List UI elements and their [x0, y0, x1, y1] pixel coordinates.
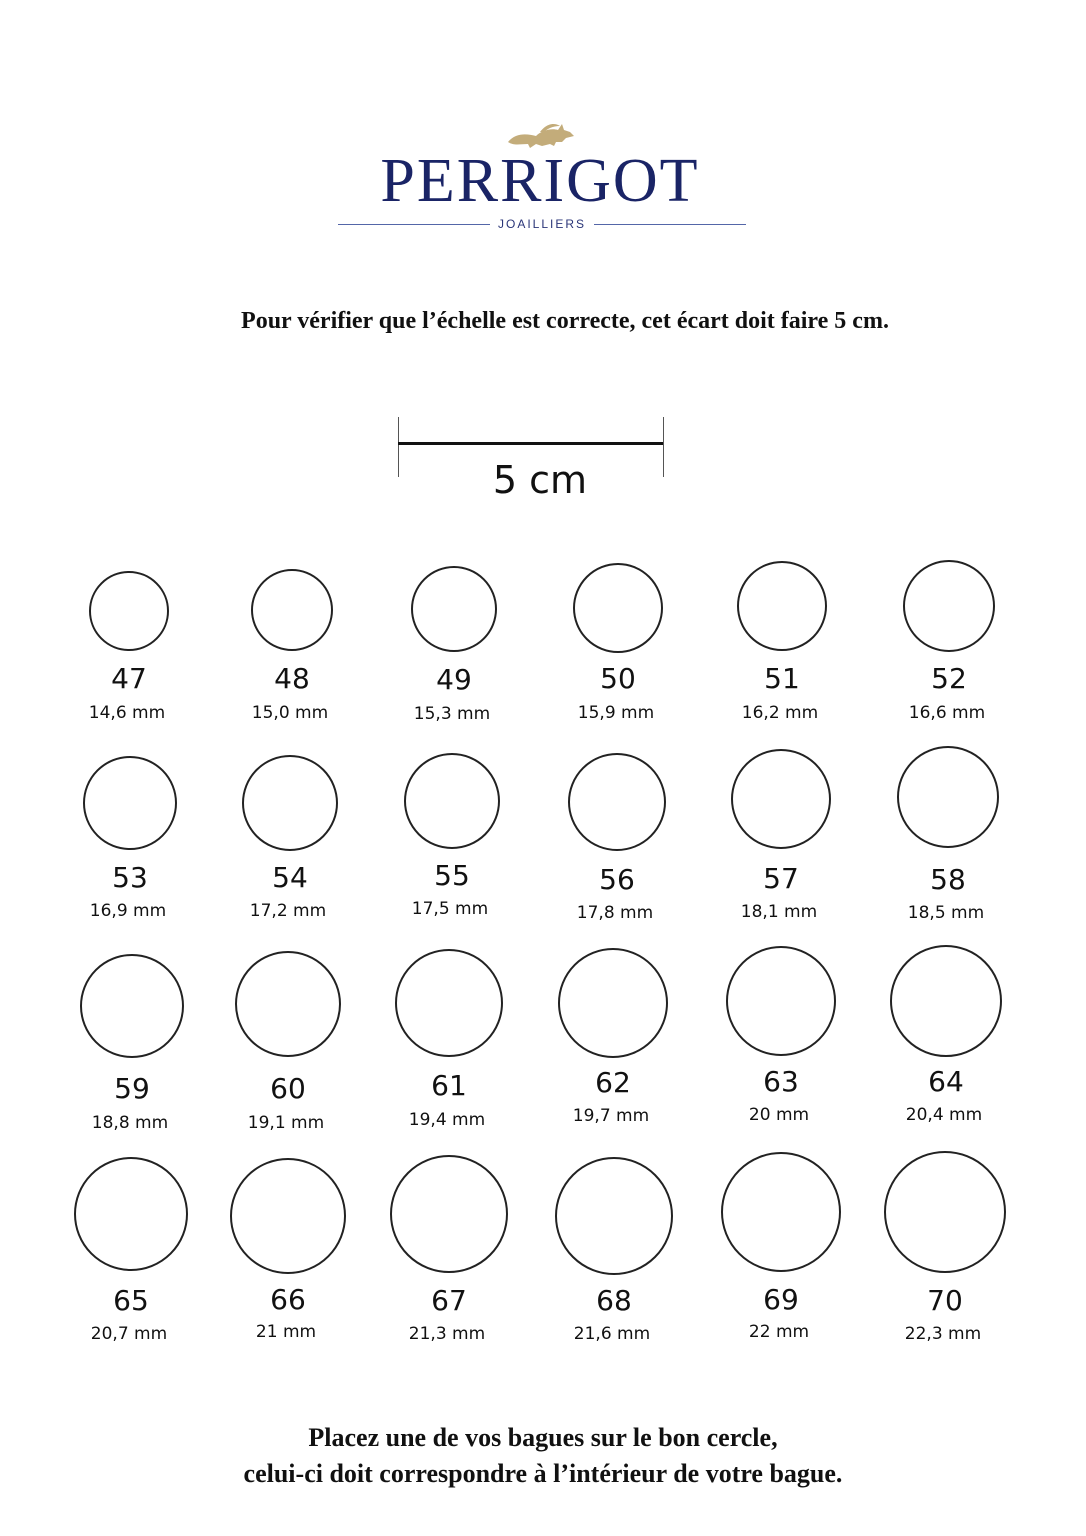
ring-circle-64	[890, 945, 1002, 1057]
scale-tick-left	[398, 417, 399, 477]
ring-circle-67	[390, 1155, 508, 1273]
ring-diameter-label: 22,3 mm	[904, 1324, 982, 1344]
ring-circle-68	[555, 1157, 673, 1275]
ring-diameter-label: 15,3 mm	[413, 704, 491, 724]
ring-size-number: 50	[600, 662, 636, 695]
scale-tick-right	[663, 417, 664, 477]
ring-diameter-label: 18,8 mm	[91, 1113, 169, 1133]
ring-diameter-label: 17,5 mm	[411, 899, 489, 919]
brand-logo	[330, 118, 750, 238]
ring-circle-51	[737, 561, 827, 651]
ring-circle-47	[89, 571, 169, 651]
ring-circle-62	[558, 948, 668, 1058]
ring-diameter-label: 16,9 mm	[89, 901, 167, 921]
ring-circle-48	[251, 569, 333, 651]
ring-size-number: 66	[270, 1283, 306, 1316]
scale-label: 5 cm	[492, 458, 588, 502]
scale-instruction: Pour vérifier que l’échelle est correcte, cet écart doit faire 5 cm.	[241, 308, 889, 334]
placement-instruction-line-1: Placez une de vos bagues sur le bon cercle,	[308, 1423, 778, 1452]
divider	[338, 224, 490, 225]
brand-subtitle: JOAILLIERS	[497, 217, 587, 231]
ring-diameter-label: 19,4 mm	[408, 1110, 486, 1130]
ring-circle-49	[411, 566, 497, 652]
ring-circle-65	[74, 1157, 188, 1271]
ring-size-number: 64	[928, 1065, 964, 1098]
ring-size-number: 58	[930, 863, 966, 896]
ring-size-number: 55	[434, 859, 470, 892]
ring-diameter-label: 21,3 mm	[408, 1324, 486, 1344]
ring-size-number: 51	[764, 662, 800, 695]
ring-diameter-label: 20,7 mm	[90, 1324, 168, 1344]
ring-diameter-label: 16,2 mm	[741, 703, 819, 723]
ring-size-number: 49	[436, 663, 472, 696]
ring-size-number: 60	[270, 1072, 306, 1105]
ring-size-number: 56	[599, 863, 635, 896]
ring-diameter-label: 18,1 mm	[740, 902, 818, 922]
ring-size-number: 69	[763, 1283, 799, 1316]
ring-size-number: 54	[272, 861, 308, 894]
ring-diameter-label: 15,9 mm	[577, 703, 655, 723]
divider	[594, 224, 746, 225]
ring-diameter-label: 14,6 mm	[88, 703, 166, 723]
ring-size-number: 59	[114, 1072, 150, 1105]
brand-subtitle-row	[338, 216, 746, 232]
ring-circle-57	[731, 749, 831, 849]
ring-size-number: 63	[763, 1065, 799, 1098]
ring-circle-63	[726, 946, 836, 1056]
ring-circle-53	[83, 756, 177, 850]
ring-size-number: 57	[763, 862, 799, 895]
ring-size-number: 53	[112, 861, 148, 894]
ring-circle-66	[230, 1158, 346, 1274]
ring-diameter-label: 17,8 mm	[576, 903, 654, 923]
ring-diameter-label: 20,4 mm	[905, 1105, 983, 1125]
ring-size-number: 67	[431, 1284, 467, 1317]
ring-diameter-label: 17,2 mm	[249, 901, 327, 921]
scale-line	[398, 442, 664, 445]
ring-circle-61	[395, 949, 503, 1057]
ring-circle-60	[235, 951, 341, 1057]
placement-instruction	[0, 1420, 1086, 1492]
ring-size-number: 68	[596, 1284, 632, 1317]
ring-circle-54	[242, 755, 338, 851]
ring-diameter-label: 20 mm	[748, 1105, 810, 1125]
ring-size-number: 70	[927, 1284, 963, 1317]
ring-diameter-label: 19,7 mm	[572, 1106, 650, 1126]
ring-diameter-label: 21 mm	[255, 1322, 317, 1342]
ring-circle-56	[568, 753, 666, 851]
ring-circle-50	[573, 563, 663, 653]
ring-circle-70	[884, 1151, 1006, 1273]
ring-circle-58	[897, 746, 999, 848]
ring-circle-69	[721, 1152, 841, 1272]
ring-diameter-label: 16,6 mm	[908, 703, 986, 723]
ring-size-number: 61	[431, 1069, 467, 1102]
ring-size-number: 52	[931, 662, 967, 695]
ring-diameter-label: 22 mm	[748, 1322, 810, 1342]
ring-size-number: 65	[113, 1284, 149, 1317]
ring-circle-52	[903, 560, 995, 652]
ring-size-number: 62	[595, 1066, 631, 1099]
ring-circle-55	[404, 753, 500, 849]
ring-diameter-label: 15,0 mm	[251, 703, 329, 723]
ring-size-number: 47	[111, 662, 147, 695]
ring-circle-59	[80, 954, 184, 1058]
brand-name: PERRIGOT	[380, 147, 700, 215]
ring-size-number: 48	[274, 662, 310, 695]
placement-instruction-line-2: celui-ci doit correspondre à l’intérieur de votre bague.	[243, 1459, 843, 1488]
ring-diameter-label: 21,6 mm	[573, 1324, 651, 1344]
ring-diameter-label: 19,1 mm	[247, 1113, 325, 1133]
ring-diameter-label: 18,5 mm	[907, 903, 985, 923]
